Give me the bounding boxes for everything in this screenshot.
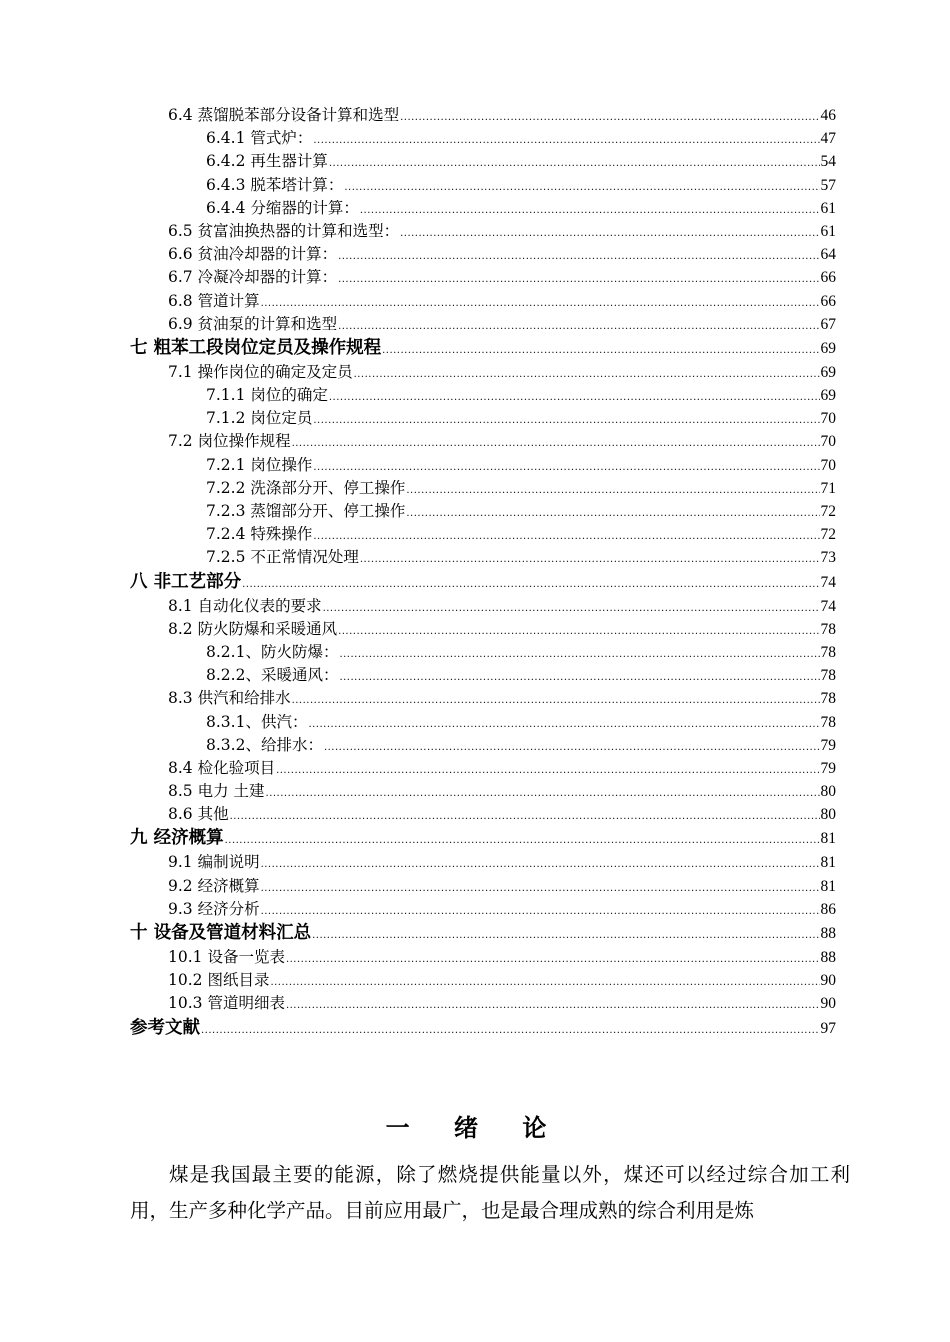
toc-dot-leader xyxy=(292,689,820,712)
toc-entry[interactable] xyxy=(130,407,836,430)
toc-entry-page: 80 xyxy=(820,806,836,824)
toc-dot-leader xyxy=(324,736,820,759)
toc-entry[interactable] xyxy=(130,266,836,289)
toc-dot-leader xyxy=(382,338,819,363)
toc-entry-page: 88 xyxy=(820,949,836,966)
toc-entry[interactable] xyxy=(130,477,836,500)
toc-dot-leader xyxy=(313,525,819,548)
toc-entry-label: 8.3.1、供汽： xyxy=(206,712,308,731)
toc-dot-leader xyxy=(338,620,819,643)
toc-entry-page: 57 xyxy=(820,176,836,194)
toc-dot-leader xyxy=(338,268,819,291)
toc-entry-label: 7.1.2 岗位定员 xyxy=(206,409,313,428)
toc-entry-label: 6.6 贫油冷却器的计算： xyxy=(168,245,338,264)
toc-dot-leader xyxy=(323,597,820,620)
toc-entry-page: 81 xyxy=(820,830,836,848)
toc-entry-label: 7.2 岗位操作规程 xyxy=(168,432,291,451)
toc-entry[interactable] xyxy=(130,992,836,1015)
toc-dot-leader xyxy=(261,853,820,876)
toc-dot-leader xyxy=(230,805,820,828)
toc-entry-label: 6.7 冷凝冷却器的计算： xyxy=(168,268,338,287)
toc-entry-page: 90 xyxy=(820,972,836,990)
toc-entry[interactable] xyxy=(130,803,836,826)
toc-entry-label: 6.4.4 分缩器的计算： xyxy=(206,198,359,217)
toc-entry-label: 7.2.3 蒸馏部分开、停工操作 xyxy=(206,502,406,520)
toc-entry-label: 10.1 设备一览表 xyxy=(168,948,285,966)
toc-entry-label: 7.1 操作岗位的确定及定员 xyxy=(168,362,353,381)
toc-entry-label: 9.3 经济分析 xyxy=(168,899,260,918)
toc-entry[interactable] xyxy=(130,197,836,220)
toc-entry[interactable] xyxy=(130,243,836,266)
toc-dot-leader xyxy=(266,782,820,805)
toc-entry-label: 8.5 电力 土建 xyxy=(168,782,265,801)
toc-entry[interactable] xyxy=(130,500,836,523)
toc-entry[interactable] xyxy=(130,687,836,710)
toc-entry-page: 70 xyxy=(820,410,836,428)
toc-entry-label: 6.4.2 再生器计算 xyxy=(206,152,328,171)
toc-entry-label: 七 粗苯工段岗位定员及操作规程 xyxy=(130,337,382,358)
toc-dot-leader xyxy=(344,176,819,199)
toc-dot-leader xyxy=(313,409,819,432)
toc-dot-leader xyxy=(338,315,819,338)
toc-dot-leader xyxy=(276,759,819,782)
toc-entry-page: 79 xyxy=(820,759,836,777)
toc-entry-label: 8.2.2、采暖通风： xyxy=(206,666,339,685)
toc-entry-label: 6.4.3 脱苯塔计算： xyxy=(206,175,344,194)
toc-entry[interactable] xyxy=(130,290,836,313)
toc-dot-leader xyxy=(339,643,819,666)
toc-entry[interactable] xyxy=(130,595,836,618)
toc-entry-page: 90 xyxy=(820,995,836,1013)
toc-entry-label: 10.3 管道明细表 xyxy=(168,994,285,1013)
toc-entry[interactable] xyxy=(130,454,836,477)
toc-entry[interactable] xyxy=(130,618,836,641)
toc-entry-label: 8.2 防火防爆和采暖通风 xyxy=(168,619,338,638)
toc-entry-page: 71 xyxy=(820,479,836,497)
toc-entry[interactable] xyxy=(130,921,836,946)
toc-dot-leader xyxy=(270,971,819,994)
toc-entry-page: 86 xyxy=(820,900,836,918)
toc-dot-leader xyxy=(286,948,820,971)
toc-entry[interactable] xyxy=(130,969,836,992)
toc-entry[interactable] xyxy=(130,220,836,243)
toc-dot-leader xyxy=(201,1018,820,1043)
toc-entry-label: 6.5 贫富油换热器的计算和选型： xyxy=(168,221,400,240)
toc-entry-label: 7.2.2 洗涤部分开、停工操作 xyxy=(206,478,406,497)
toc-entry-page: 74 xyxy=(820,573,836,591)
toc-entry[interactable] xyxy=(130,780,836,803)
toc-entry-page: 69 xyxy=(820,363,836,381)
toc-entry-page: 78 xyxy=(820,690,836,708)
toc-dot-leader xyxy=(242,572,819,597)
toc-entry[interactable] xyxy=(130,104,836,127)
toc-entry[interactable] xyxy=(130,711,836,734)
toc-entry-page: 61 xyxy=(820,199,836,217)
toc-entry-page: 81 xyxy=(820,877,836,895)
toc-dot-leader xyxy=(360,199,820,222)
toc-entry-page: 78 xyxy=(820,620,836,638)
toc-dot-leader xyxy=(400,222,819,245)
toc-entry[interactable] xyxy=(130,851,836,874)
toc-entry[interactable] xyxy=(130,361,836,384)
toc-dot-leader xyxy=(292,432,820,455)
toc-entry-page: 69 xyxy=(820,339,836,357)
toc-entry-label: 八 非工艺部分 xyxy=(130,571,242,592)
toc-dot-leader xyxy=(338,245,819,268)
toc-entry[interactable] xyxy=(130,336,836,361)
toc-entry-label: 9.1 编制说明 xyxy=(168,853,260,872)
toc-entry-label: 6.4.1 管式炉： xyxy=(206,129,313,148)
toc-entry-page: 79 xyxy=(820,736,836,754)
toc-entry-page: 74 xyxy=(820,597,836,615)
toc-entry-label: 8.6 其他 xyxy=(168,805,229,824)
toc-entry-page: 66 xyxy=(820,292,836,310)
toc-entry-page: 54 xyxy=(820,153,836,171)
toc-entry[interactable] xyxy=(130,1016,836,1041)
toc-dot-leader xyxy=(261,900,820,923)
toc-entry[interactable] xyxy=(130,430,836,453)
toc-entry-label: 8.3.2、给排水： xyxy=(206,735,323,754)
toc-entry[interactable] xyxy=(130,946,836,969)
toc-entry-page: 81 xyxy=(820,854,836,872)
toc-entry-page: 97 xyxy=(820,1019,836,1037)
toc-entry-page: 80 xyxy=(820,783,836,801)
toc-entry[interactable] xyxy=(130,570,836,595)
toc-dot-leader xyxy=(339,666,819,689)
toc-entry-page: 61 xyxy=(820,222,836,240)
toc-entry[interactable] xyxy=(130,641,836,664)
toc-dot-leader xyxy=(406,502,819,525)
toc-entry-label: 8.3 供汽和给排水 xyxy=(168,689,291,708)
toc-entry[interactable] xyxy=(130,546,836,569)
toc-dot-leader xyxy=(313,456,819,479)
toc-dot-leader xyxy=(329,386,820,409)
toc-dot-leader xyxy=(406,479,819,502)
toc-entry-label: 7.2.1 岗位操作 xyxy=(206,455,313,474)
toc-entry-label: 7.1.1 岗位的确定 xyxy=(206,386,328,405)
toc-entry-label: 7.2.5 不正常情况处理 xyxy=(206,548,359,567)
toc-entry-page: 46 xyxy=(820,107,836,124)
toc-entry[interactable] xyxy=(130,826,836,851)
toc-entry-label: 9.2 经济概算 xyxy=(168,876,260,895)
toc-entry-page: 73 xyxy=(820,549,836,567)
toc-entry[interactable] xyxy=(130,150,836,173)
toc-dot-leader xyxy=(308,713,819,736)
toc-entry[interactable] xyxy=(130,875,836,898)
toc-entry-page: 69 xyxy=(820,387,836,405)
toc-entry-page: 78 xyxy=(820,667,836,685)
toc-entry[interactable] xyxy=(130,384,836,407)
toc-entry-page: 47 xyxy=(820,130,836,148)
toc-entry-label: 十 设备及管道材料汇总 xyxy=(130,923,312,943)
toc-entry-page: 67 xyxy=(820,315,836,333)
toc-entry[interactable] xyxy=(130,127,836,150)
toc-dot-leader xyxy=(313,129,819,152)
toc-dot-leader xyxy=(329,152,820,175)
toc-entry[interactable] xyxy=(130,734,836,757)
toc-entry-page: 64 xyxy=(820,246,836,264)
table-of-contents xyxy=(130,104,836,1041)
toc-entry-page: 72 xyxy=(820,503,836,520)
toc-entry-label: 8.2.1、防火防爆： xyxy=(206,642,339,661)
toc-dot-leader xyxy=(312,923,819,948)
toc-entry-page: 72 xyxy=(820,526,836,544)
toc-entry[interactable] xyxy=(130,664,836,687)
toc-entry[interactable] xyxy=(130,174,836,197)
toc-entry[interactable] xyxy=(130,523,836,546)
toc-entry-label: 九 经济概算 xyxy=(130,828,224,849)
toc-dot-leader xyxy=(360,548,820,571)
toc-entry-label: 8.4 检化验项目 xyxy=(168,758,276,777)
toc-entry[interactable] xyxy=(130,313,836,336)
toc-dot-leader xyxy=(261,292,820,315)
toc-entry-label: 6.9 贫油泵的计算和选型 xyxy=(168,314,338,333)
toc-entry-page: 70 xyxy=(820,456,836,474)
toc-dot-leader xyxy=(286,994,820,1017)
toc-entry-page: 66 xyxy=(820,269,836,287)
chapter-heading: 一 绪 论 xyxy=(385,1114,565,1142)
toc-dot-leader xyxy=(261,877,820,900)
toc-entry-page: 78 xyxy=(820,643,836,661)
toc-entry-label: 10.2 图纸目录 xyxy=(168,971,270,990)
toc-dot-leader xyxy=(400,106,819,129)
toc-dot-leader xyxy=(354,363,820,386)
toc-entry[interactable] xyxy=(130,757,836,780)
toc-entry-label: 8.1 自动化仪表的要求 xyxy=(168,596,322,615)
toc-dot-leader xyxy=(225,828,820,853)
toc-entry[interactable] xyxy=(130,898,836,921)
toc-entry-label: 7.2.4 特殊操作 xyxy=(206,525,313,544)
toc-entry-page: 78 xyxy=(820,713,836,731)
toc-entry-label: 6.8 管道计算 xyxy=(168,291,260,310)
intro-paragraph: 煤是我国最主要的能源，除了燃烧提供能量以外，煤还可以经过综合加工利用，生产多种化学产品。目前应用最广，也是最合理成熟的综合利用是炼 xyxy=(130,1163,850,1222)
toc-entry-page: 88 xyxy=(820,925,836,942)
toc-entry-label: 参考文献 xyxy=(130,1017,200,1038)
toc-entry-page: 70 xyxy=(820,433,836,451)
toc-entry-label: 6.4 蒸馏脱苯部分设备计算和选型 xyxy=(168,106,400,124)
